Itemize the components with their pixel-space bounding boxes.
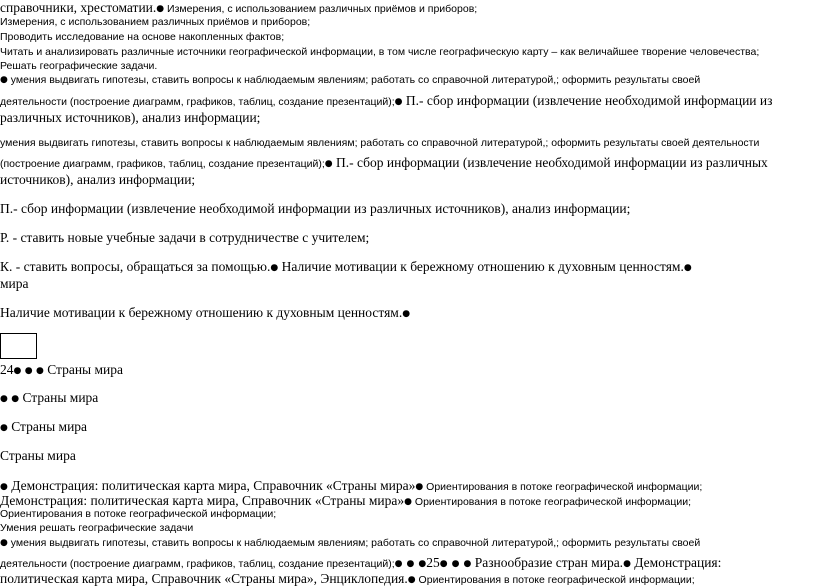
line-26: деятельности (построение диаграмм, графиков, таблиц, создание презентаций);● ● ●25● ● ● Разнообразие стран мира.● Демонстрация:: [0, 555, 722, 570]
bullet-icon: ●: [394, 97, 403, 107]
line-6: ● умения выдвигать гипотезы, ставить вопросы к наблюдаемым явлениям; работать со справочной литературой,; оформить результаты своей: [0, 74, 701, 86]
line-2: Измерения, с использованием различных приёмов и приборов;: [0, 16, 311, 28]
line-27: политическая карта мира, Справочник «Страны мира», Энциклопедия.● Ориентирования в потоке географической информации;: [0, 571, 695, 586]
bullet-icon: ●: [24, 366, 33, 376]
bullet-icon: ●: [35, 366, 44, 376]
bullet-icon: ●: [11, 394, 20, 404]
bullet-icon: ●: [0, 482, 8, 492]
bullet-icon: ●: [415, 482, 424, 492]
bullet-icon: ●: [683, 263, 692, 273]
bullet-icon: ●: [0, 423, 8, 433]
line-7: деятельности (построение диаграмм, графиков, таблиц, создание презентаций);● П.- сбор информации (извлечение необходимой информации из: [0, 93, 773, 108]
empty-table-cell: [0, 333, 37, 359]
bullet-icon: ●: [13, 366, 22, 376]
bullet-icon: ●: [270, 263, 279, 273]
bullet-icon: ●: [324, 159, 333, 169]
line-18: ● ● Страны мира: [0, 390, 99, 405]
line-24: Умения решать географические задачи: [0, 522, 194, 534]
line-20: Страны мира: [0, 448, 76, 463]
line-16: Наличие мотивации к бережному отношению к духовным ценностям.●: [0, 305, 411, 320]
line-8: различных источников), анализ информации;: [0, 110, 261, 125]
line-22: Демонстрация: политическая карта мира, Справочник «Страны мира»● Ориентирования в потоке географической информации;: [0, 493, 692, 508]
bullet-icon: ●: [407, 575, 416, 585]
bullet-icon: ●: [404, 497, 412, 507]
line-19: ● Страны мира: [0, 419, 88, 434]
line-21: ● Демонстрация: политическая карта мира, Справочник «Страны мира»● Ориентирования в потоке географической информации;: [0, 478, 703, 493]
line-15: мира: [0, 276, 29, 291]
line-23: Ориентирования в потоке географической информации;: [0, 508, 277, 520]
line-12: П.- сбор информации (извлечение необходимой информации из различных источников), анализ информации;: [0, 201, 631, 216]
bullet-icon: ●: [0, 394, 8, 404]
line-17: 24● ● ● Страны мира: [0, 362, 124, 377]
line-5: Решать географические задачи.: [0, 60, 158, 72]
bullet-icon: ●: [402, 309, 411, 319]
line-13: Р. - ставить новые учебные задачи в сотрудничестве с учителем;: [0, 230, 370, 245]
bullet-icon: ●: [394, 559, 403, 569]
bullet-icon: ●: [623, 559, 631, 569]
line-14: К. - ставить вопросы, обращаться за помощью.● Наличие мотивации к бережному отношению к духовным ценностям.●: [0, 259, 692, 274]
bullet-icon: ●: [406, 559, 415, 569]
bullet-icon: ●: [0, 75, 8, 85]
bullet-icon: ●: [463, 559, 472, 569]
bullet-icon: ●: [451, 559, 460, 569]
line-4: Читать и анализировать различные источники географической информации, в том числе географическую карту – как величайшее творение человечества;: [0, 46, 760, 58]
line-9: умения выдвигать гипотезы, ставить вопросы к наблюдаемым явлениям; работать со справочной литературой,; оформить результаты своей деятельности: [0, 137, 760, 149]
bullet-icon: ●: [418, 559, 427, 569]
line-1: справочники, хрестоматии.● Измерения, с использованием различных приёмов и приборов;: [0, 0, 478, 15]
line-11: источников), анализ информации;: [0, 172, 196, 187]
line-10: (построение диаграмм, графиков, таблиц, создание презентаций);● П.- сбор информации (извлечение необходимой информации из различных: [0, 155, 768, 170]
line-3: Проводить исследование на основе накопленных фактов;: [0, 31, 285, 43]
bullet-icon: ●: [439, 559, 448, 569]
bullet-icon: ●: [0, 538, 8, 548]
line-25: ● умения выдвигать гипотезы, ставить вопросы к наблюдаемым явлениям; работать со справочной литературой,; оформить результаты своей: [0, 537, 701, 549]
bullet-icon: ●: [156, 4, 165, 14]
